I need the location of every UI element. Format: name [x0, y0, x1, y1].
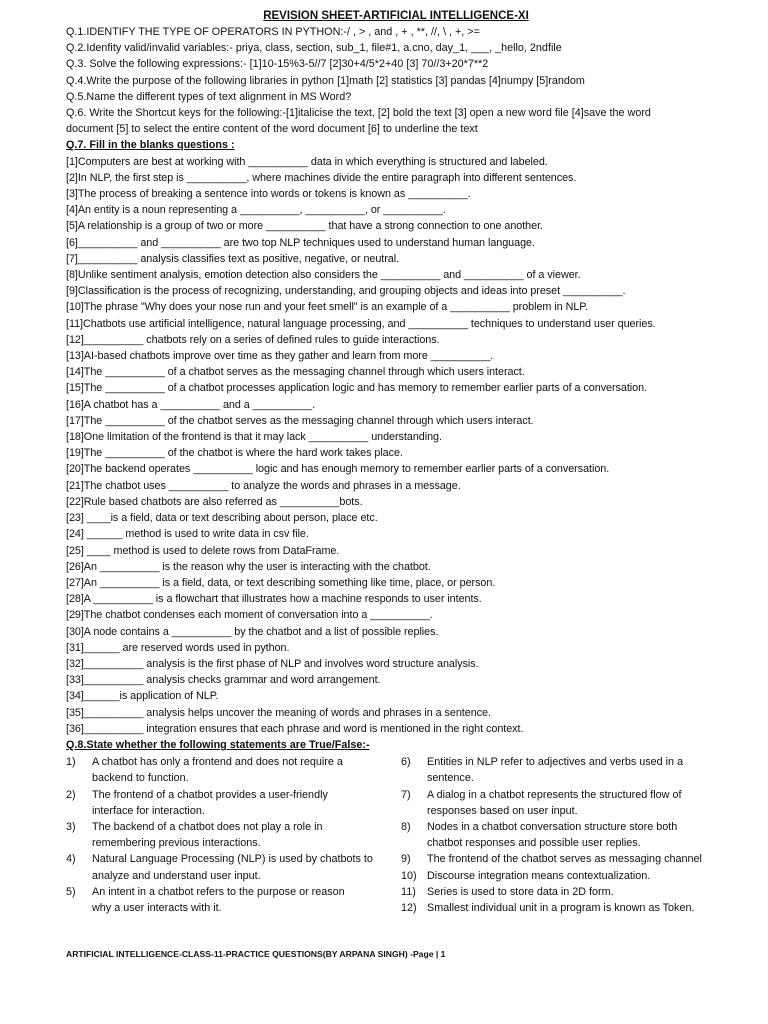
- fill-blank-item: [17]The __________ of the chatbot serves as the messaging channel through which users interact.: [66, 414, 534, 427]
- item-text-line: backend to function.: [92, 772, 189, 785]
- fill-blank-item: [15]The __________ of a chatbot processes application logic and has memory to remember earlier parts of a conversation.: [66, 382, 648, 395]
- true-false-item: [66, 884, 398, 916]
- true-false-item: [401, 851, 731, 867]
- item-text: [92, 787, 398, 819]
- item-text: [92, 884, 398, 916]
- item-number: 4): [66, 853, 76, 866]
- item-text-line: The frontend of a chatbot provides a user-friendly: [92, 788, 328, 801]
- item-text: [427, 787, 731, 819]
- question-line: Q.2.Idenfity valid/invalid variables:- priya, class, section, sub_1, file#1, a.cno, day_1, ___, _hello, 2ndfile: [66, 42, 562, 55]
- item-number: 9): [401, 853, 411, 866]
- true-false-section: [66, 754, 726, 916]
- fill-blank-item: [25] ____ method is used to delete rows from DataFrame.: [66, 544, 340, 557]
- q7-heading: Q.7. Fill in the blanks questions :: [66, 139, 235, 152]
- fill-blank-item: [23] ____is a field, data or text describing about person, place etc.: [66, 512, 378, 525]
- item-text-line: Nodes in a chatbot conversation structure store both: [427, 820, 678, 833]
- fill-blank-item: [21]The chatbot uses __________ to analyze the words and phrases in a message.: [66, 479, 461, 492]
- item-number: 6): [401, 756, 411, 769]
- item-text: [427, 851, 731, 867]
- item-number: 5): [66, 885, 76, 898]
- fill-blank-item: [1]Computers are best at working with __________ data in which everything is structured and labeled.: [66, 155, 548, 168]
- true-false-right-column: [401, 754, 731, 916]
- fill-blank-item: [31]______ are reserved words used in python.: [66, 641, 290, 654]
- item-number: 7): [401, 788, 411, 801]
- fill-blank-item: [12]__________ chatbots rely on a series of defined rules to guide interactions.: [66, 333, 440, 346]
- question-line: Q.5.Name the different types of text alignment in MS Word?: [66, 90, 352, 103]
- fill-blank-item: [32]__________ analysis is the first phase of NLP and involves word structure analysis.: [66, 657, 479, 670]
- item-text: [92, 851, 398, 883]
- item-text: [92, 819, 398, 851]
- true-false-item: [401, 900, 731, 916]
- fill-blank-item: [18]One limitation of the frontend is that it may lack __________ understanding.: [66, 431, 442, 444]
- fill-blank-item: [28]A __________ is a flowchart that illustrates how a machine responds to user intents.: [66, 593, 482, 606]
- item-number: 3): [66, 820, 76, 833]
- fill-blank-item: [34]______is application of NLP.: [66, 690, 219, 703]
- fill-blank-item: [8]Unlike sentiment analysis, emotion detection also considers the __________ and __________ of a viewer.: [66, 269, 581, 282]
- item-text: [427, 884, 731, 900]
- question-line: document [5] to select the entire content of the word document [6] to underline the text: [66, 123, 478, 136]
- item-text-line: An intent in a chatbot refers to the purpose or reason: [92, 885, 345, 898]
- fill-blank-item: [30]A node contains a __________ by the chatbot and a list of possible replies.: [66, 625, 439, 638]
- item-text-line: why a user interacts with it.: [92, 901, 222, 914]
- true-false-item: [66, 787, 398, 819]
- fill-blanks-list: [66, 154, 726, 737]
- item-number: 12): [401, 901, 417, 914]
- fill-blank-item: [24] ______ method is used to write data in csv file.: [66, 528, 309, 541]
- fill-blank-item: [27]An __________ is a field, data, or text describing something like time, place, or person.: [66, 576, 496, 589]
- item-text-line: The backend of a chatbot does not play a role in: [92, 820, 323, 833]
- item-text: [427, 754, 731, 786]
- item-number: 10): [401, 869, 417, 882]
- fill-blank-item: [16]A chatbot has a __________ and a __________.: [66, 398, 316, 411]
- fill-blank-item: [7]__________ analysis classifies text as positive, negative, or neutral.: [66, 252, 400, 265]
- page-footer: ARTIFICIAL INTELLIGENCE-CLASS-11-PRACTICE QUESTIONS(BY ARPANA SINGH) -Page | 1: [66, 949, 446, 959]
- worksheet-title: REVISION SHEET-ARTIFICIAL INTELLIGENCE-XI: [263, 10, 529, 22]
- true-false-left-column: [66, 754, 398, 916]
- item-text: [427, 819, 731, 851]
- item-text-line: chatbot responses and possible user replies.: [427, 837, 641, 850]
- item-text-line: The frontend of the chatbot serves as messaging channel: [427, 853, 702, 866]
- item-text-line: remembering previous interactions.: [92, 837, 261, 850]
- question-line: Q.6. Write the Shortcut keys for the following:-[1]italicise the text, [2] bold the text [3] open a new word file [4]save the word: [66, 107, 651, 120]
- true-false-item: [401, 754, 731, 786]
- item-text-line: Smallest individual unit in a program is known as Token.: [427, 901, 695, 914]
- q8-heading: Q.8.State whether the following statements are True/False:-: [66, 738, 370, 751]
- item-text: [427, 900, 731, 916]
- true-false-item: [401, 868, 731, 884]
- fill-blank-item: [29]The chatbot condenses each moment of conversation into a __________.: [66, 609, 433, 622]
- question-line: Q.3. Solve the following expressions:- [1]10-15%3-5//7 [2]30+4/5*2+40 [3] 70//3+20*7**2: [66, 58, 489, 71]
- item-text-line: responses based on user input.: [427, 804, 578, 817]
- true-false-item: [66, 754, 398, 786]
- fill-blank-item: [26]An __________ is the reason why the user is interacting with the chatbot.: [66, 560, 431, 573]
- fill-blank-item: [33]__________ analysis checks grammar and word arrangement.: [66, 674, 381, 687]
- item-text: [92, 754, 398, 786]
- fill-blank-item: [5]A relationship is a group of two or more __________ that have a strong connection to one another.: [66, 220, 543, 233]
- fill-blank-item: [22]Rule based chatbots are also referred as __________bots.: [66, 495, 363, 508]
- true-false-item: [401, 819, 731, 851]
- item-number: 11): [401, 885, 416, 898]
- item-text-line: sentence.: [427, 772, 474, 785]
- true-false-item: [401, 884, 731, 900]
- item-text-line: A dialog in a chatbot represents the structured flow of: [427, 788, 682, 801]
- question-list: [66, 24, 726, 137]
- fill-blank-item: [36]__________ integration ensures that each phrase and word is mentioned in the right context.: [66, 722, 524, 735]
- fill-blank-item: [19]The __________ of the chatbot is where the hard work takes place.: [66, 447, 403, 460]
- fill-blank-item: [2]In NLP, the first step is __________, where machines divide the entire paragraph into different sentences.: [66, 171, 577, 184]
- fill-blank-item: [9]Classification is the process of recognizing, understanding, and grouping objects and ideas into preset __________.: [66, 285, 626, 298]
- fill-blank-item: [11]Chatbots use artificial intelligence, natural language processing, and __________ techniques to understand user queries.: [66, 317, 656, 330]
- fill-blank-item: [3]The process of breaking a sentence into words or tokens is known as __________.: [66, 188, 471, 201]
- fill-blank-item: [20]The backend operates __________ logic and has enough memory to remember earlier parts of a conversation.: [66, 463, 610, 476]
- item-text-line: A chatbot has only a frontend and does not require a: [92, 756, 343, 769]
- item-number: 1): [66, 756, 76, 769]
- fill-blank-item: [14]The __________ of a chatbot serves as the messaging channel through which users interact.: [66, 366, 525, 379]
- item-text-line: analyze and understand user input.: [92, 869, 261, 882]
- item-text-line: Discourse integration means contextualization.: [427, 869, 651, 882]
- fill-blank-item: [35]__________ analysis helps uncover the meaning of words and phrases in a sentence.: [66, 706, 491, 719]
- true-false-item: [401, 787, 731, 819]
- true-false-item: [66, 819, 398, 851]
- item-text: [427, 868, 731, 884]
- fill-blank-item: [10]The phrase "Why does your nose run and your feet smell" is an example of a __________ problem in NLP.: [66, 301, 588, 314]
- item-text-line: Series is used to store data in 2D form.: [427, 885, 614, 898]
- worksheet-page: [66, 8, 726, 916]
- fill-blank-item: [6]__________ and __________ are two top NLP techniques used to understand human language.: [66, 236, 535, 249]
- fill-blank-item: [13]AI-based chatbots improve over time as they gather and learn from more __________.: [66, 350, 494, 363]
- true-false-item: [66, 851, 398, 883]
- item-text-line: interface for interaction.: [92, 804, 205, 817]
- question-line: Q.4.Write the purpose of the following libraries in python [1]math [2] statistics [3] pandas [4]numpy [5]random: [66, 74, 585, 87]
- item-number: 8): [401, 820, 411, 833]
- fill-blank-item: [4]An entity is a noun representing a __________, __________, or __________.: [66, 204, 446, 217]
- item-text-line: Entities in NLP refer to adjectives and verbs used in a: [427, 756, 684, 769]
- item-number: 2): [66, 788, 76, 801]
- question-line: Q.1.IDENTIFY THE TYPE OF OPERATORS IN PYTHON:-/ , > , and , + , **, //, \ , +, >=: [66, 26, 480, 38]
- item-text-line: Natural Language Processing (NLP) is used by chatbots to: [92, 853, 373, 866]
